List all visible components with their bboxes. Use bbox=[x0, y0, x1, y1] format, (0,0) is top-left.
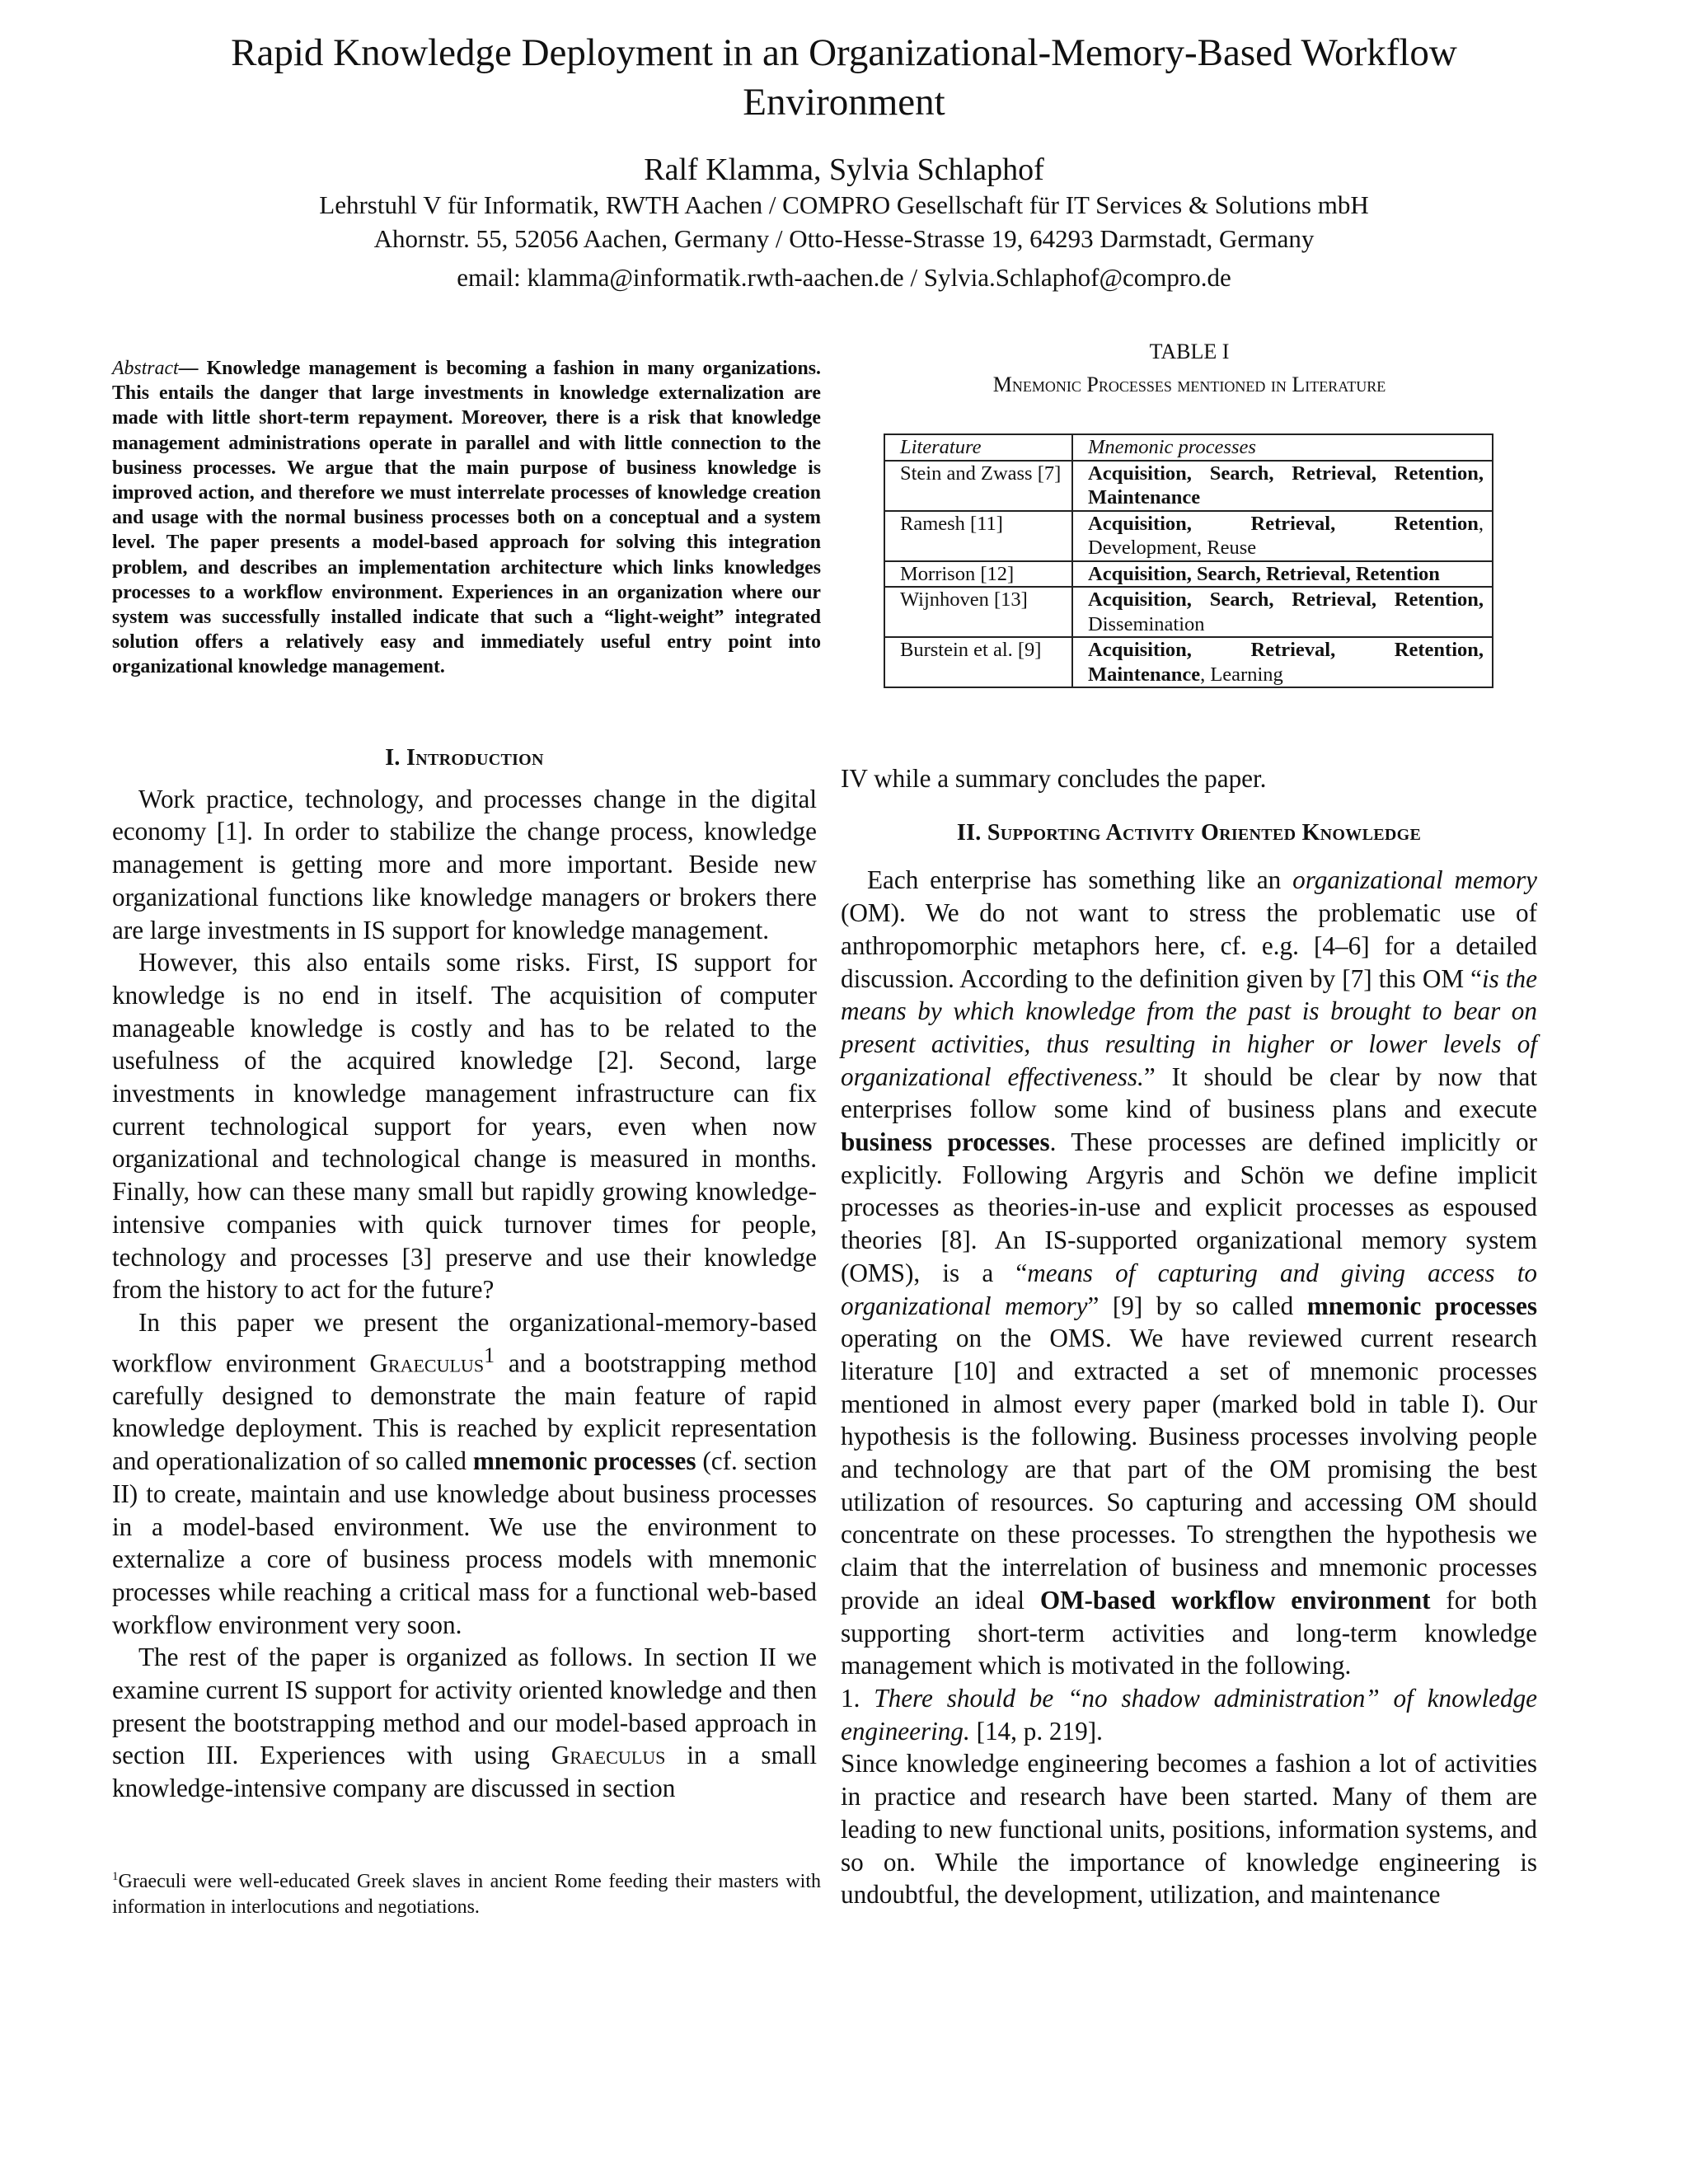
abstract bbox=[112, 356, 821, 680]
table-row bbox=[884, 637, 1493, 687]
email-line: email: klamma@informatik.rwth-aachen.de / Sylvia.Schlaphof@compro.de bbox=[457, 263, 1231, 292]
table-row bbox=[884, 561, 1493, 588]
numbered-item: 1. There should be “no shadow administration” of knowledge engineering. [14, p. 219]. bbox=[841, 1683, 1538, 1746]
table-caption bbox=[880, 338, 1498, 399]
paragraph: Each enterprise has something like an organizational memory (OM). We do not want to stress the problematic use of anthropomorphic metaphors here, cf. e.g. [4–6] for a detailed discussion. According to the definition given by [7] this OM “is the means by which knowledge from the past is brought to bear on present activities, thus resulting in higher or lower levels of organizational effectiveness.” It should be clear by now that enterprises follow some kind of business plans and execute business processes. These processes are defined implicitly or explicitly. Following Argyris and Schön we define implicit processes as theories-in-use and explicit processes as espoused theories [8]. An IS-supported organizational memory system (OMS), is a “means of capturing and giving access to organizational memory” [9] by so called mnemonic processes operating on the OMS. We have reviewed current research literature [10] and extracted a set of mnemonic processes mentioned in almost every paper (marked bold in table I). Our hypothesis is the following. Business processes involving people and technology are that part of the OM promising the best utilization of resources. So capturing and accessing OM should concentrate on these processes. To strengthen the hypothesis we claim that the interrelation of business and mnemonic processes provide an ideal OM-based workflow environment for both supporting short-term activities and long-term knowledge management which is motivated in the following. bbox=[841, 865, 1538, 1680]
table-cell-processes: Acquisition, Retrieval, Retention, Maintenance, Learning bbox=[1072, 637, 1493, 687]
mnemonic-processes-table bbox=[884, 434, 1493, 688]
system-name: Graeculus bbox=[551, 1741, 666, 1770]
table-row bbox=[884, 587, 1493, 637]
footnote-text: Graeculi were well-educated Greek slaves in ancient Rome feeding their masters with information in interlocutions and negotiations. bbox=[112, 1871, 821, 1918]
table-cell-processes: Acquisition, Search, Retrieval, Retention bbox=[1072, 561, 1493, 588]
table-title: Mnemonic Processes mentioned in Literature bbox=[992, 373, 1386, 396]
table-header-processes: Mnemonic processes bbox=[1072, 434, 1493, 461]
abstract-dash: — bbox=[178, 358, 207, 379]
footnote-number: 1 bbox=[112, 1870, 119, 1883]
table-cell-processes: Acquisition, Retrieval, Retention, Development, Reuse bbox=[1072, 511, 1493, 561]
left-column bbox=[112, 742, 817, 1805]
table-cell-literature: Ramesh [11] bbox=[884, 511, 1072, 561]
table-cell-literature: Burstein et al. [9] bbox=[884, 637, 1072, 687]
paragraph: The rest of the paper is organized as follows. In section II we examine current IS support for activity oriented knowledge and then present the bootstrapping method and our model-based approach in section III. Experiences with using Graeculus in a small knowledge-intensive company are discussed in section bbox=[112, 1643, 817, 1803]
table-header-literature: Literature bbox=[884, 434, 1072, 461]
section-heading-introduction: I. Introduction bbox=[385, 745, 544, 771]
abstract-label: Abstract bbox=[112, 358, 179, 379]
paper-title-line2: Environment bbox=[743, 81, 945, 124]
paragraph-continuation: IV while a summary concludes the paper. bbox=[841, 764, 1267, 793]
table-header-row bbox=[884, 434, 1493, 461]
paragraph: Work practice, technology, and processes change in the digital economy [1]. In order to stabilize the change process, knowledge management is getting more and more important. Beside new organizational functions like knowledge managers or brokers there are large investments in IS support for knowledge management. bbox=[112, 784, 817, 944]
footnote bbox=[112, 1864, 821, 1920]
table-row bbox=[884, 461, 1493, 511]
affiliation-line2: Ahornstr. 55, 52056 Aachen, Germany / Otto-Hesse-Strasse 19, 64293 Darmstadt, Germany bbox=[373, 224, 1315, 253]
affiliation-block bbox=[0, 188, 1688, 294]
table-cell-literature: Morrison [12] bbox=[884, 561, 1072, 588]
paragraph: However, this also entails some risks. First, IS support for knowledge is no end in itself. The acquisition of computer manageable knowledge is costly and has to be related to the usefulness of the acquired knowledge [2]. Second, large investments in knowledge management infrastructure can fix current technological support for years, even when now organizational and technological change is measured in months. Finally, how can these many small but rapidly growing knowledge-intensive companies with quick turnover times for people, technology and processes [3] preserve and use their knowledge from the history to act for the future? bbox=[112, 948, 817, 1305]
paper-title bbox=[124, 28, 1564, 127]
footnote-mark: 1 bbox=[484, 1343, 495, 1367]
paper-authors: Ralf Klamma, Sylvia Schlaphof bbox=[644, 152, 1044, 187]
table-number: TABLE I bbox=[1149, 340, 1230, 363]
table-cell-literature: Stein and Zwass [7] bbox=[884, 461, 1072, 511]
affiliation-line1: Lehrstuhl V für Informatik, RWTH Aachen / COMPRO Gesellschaft für IT Services & Solutions mbH bbox=[319, 190, 1369, 219]
right-column bbox=[841, 762, 1537, 1911]
paper-title-line1: Rapid Knowledge Deployment in an Organizational-Memory-Based Workflow bbox=[231, 31, 1457, 74]
section-heading-supporting-knowledge: II. Supporting Activity Oriented Knowledge bbox=[956, 819, 1422, 846]
paragraph: In this paper we present the organizational-memory-based workflow environment Graeculus$^1$ and a bootstrapping method carefully designed to demonstrate the main feature of rapid knowledge deployment. This is reached by explicit representation and operationalization of so called mnemonic processes (cf. section II) to create, maintain and use knowledge about business processes in a model-based environment. We use the environment to externalize a core of business process models with mnemonic processes while reaching a critical mass for a functional web-based workflow environment very soon. bbox=[112, 1307, 818, 1639]
table-cell-processes: Acquisition, Search, Retrieval, Retention, Dissemination bbox=[1072, 587, 1493, 637]
paragraph: Since knowledge engineering becomes a fashion a lot of activities in practice and research have been started. Many of them are leading to new functional units, positions, information systems, and so on. While the importance of knowledge engineering is undoubtful, the development, utilization, and maintenance bbox=[841, 1749, 1537, 1910]
abstract-text: Knowledge management is becoming a fashion in many organizations. This entails the danger that large investments in knowledge externalization are made with little short-term repayment. Moreover, there is a risk that knowledge management administrations operate in parallel and with little connection to the business processes. We argue that the main purpose of business knowledge is improved action, and therefore we must interrelate processes of knowledge creation and usage with the normal business processes both on a conceptual and a system level. The paper presents a model-based approach for solving this integration problem, and describes an implementation architecture which links knowledges processes to a workflow environment. Experiences in an organization where our system was successfully installed indicate that such a “light-weight” integrated solution offers a relatively easy and immediately useful entry point into organizational knowledge management. bbox=[112, 358, 821, 678]
table-cell-processes: Acquisition, Search, Retrieval, Retention, Maintenance bbox=[1072, 461, 1493, 511]
table-cell-literature: Wijnhoven [13] bbox=[884, 587, 1072, 637]
system-name: Graeculus bbox=[369, 1348, 485, 1378]
table-row bbox=[884, 511, 1493, 561]
